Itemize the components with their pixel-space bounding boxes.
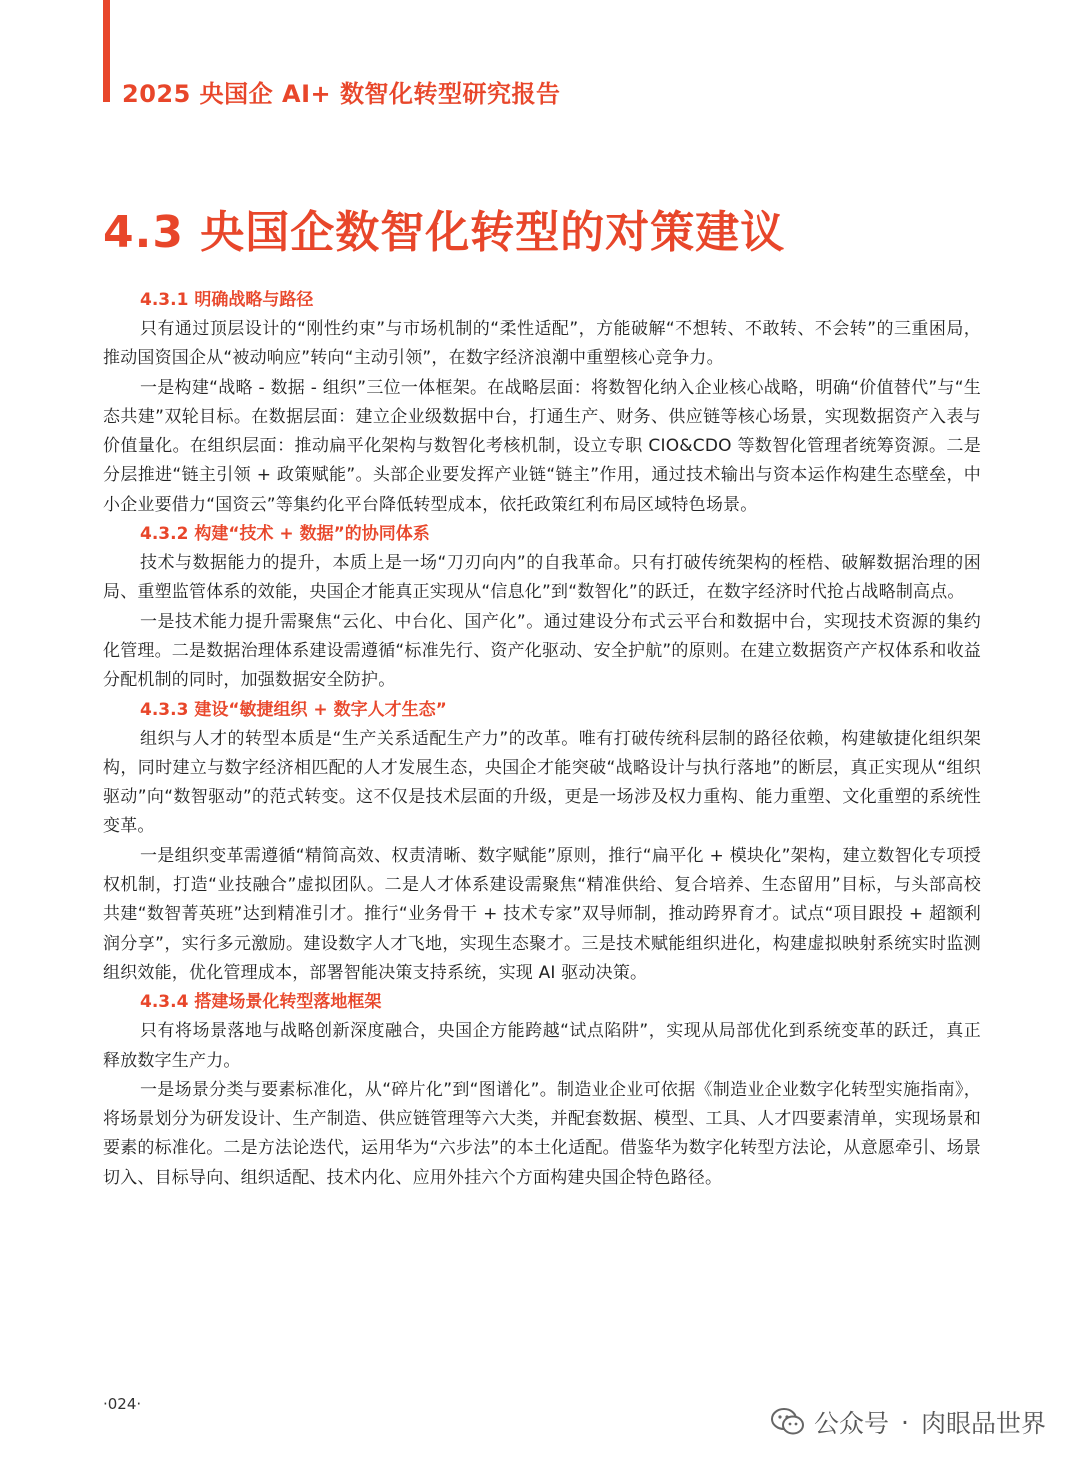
- watermark-separator: ·: [901, 1407, 909, 1437]
- subsection-4-3-1: [103, 286, 981, 520]
- watermark-name: 肉眼品世界: [920, 1409, 1046, 1438]
- paragraph: 一是组织变革需遵循“精简高效、权责清晰、数字赋能”原则，推行“扁平化 + 模块化”架构，建立数智化专项授权机制，打造“业技融合”虚拟团队。二是人才体系建设需聚焦“精准供给、复合培养、生态留用”目标，与头部高校共建“数智菁英班”达到精准引才。推行“业务骨干 + 技术专家”双导师制，推动跨界育才。试点“项目跟投 + 超额利润分享”，实行多元激励。建设数字人才飞地，实现生态聚才。三是技术赋能组织进化，构建虚拟映射系统实时监测组织效能，优化管理成本，部署智能决策支持系统，实现 AI 驱动决策。: [103, 845, 981, 983]
- section-content: [103, 286, 981, 1193]
- report-title: 2025 央国企 AI+ 数智化转型研究报告: [122, 80, 561, 108]
- paragraph: 一是场景分类与要素标准化，从“碎片化”到“图谱化”。制造业企业可依据《制造业企业数字化转型实施指南》，将场景划分为研发设计、生产制造、供应链管理等六大类，并配套数据、模型、工具、人才四要素清单，实现场景和要素的标准化。二是方法论迭代，运用华为“六步法”的本土化适配。借鉴华为数字化转型方法论，从意愿牵引、场景切入、目标导向、组织适配、技术内化、应用外挂六个方面构建央国企特色路径。: [103, 1079, 982, 1188]
- subsection-heading: 4.3.3 建设“敏捷组织 + 数字人才生态”: [140, 699, 447, 720]
- subsection-heading: 4.3.4 搭建场景化转型落地框架: [140, 992, 382, 1013]
- subsection-4-3-4: [103, 988, 981, 1193]
- paragraph: 组织与人才的转型本质是“生产关系适配生产力”的改革。唯有打破传统科层制的路径依赖，构建敏捷化组织架构，同时建立与数字经济相匹配的人才发展生态，央国企才能突破“战略设计与执行落地”的断层，真正实现从“组织驱动”向“数智驱动”的范式转变。这不仅是技术层面的升级，更是一场涉及权力重构、能力重塑、文化重塑的系统性变革。: [103, 728, 981, 837]
- paragraph: 一是技术能力提升需聚焦“云化、中台化、国产化”。通过建设分布式云平台和数据中台，实现技术资源的集约化管理。二是数据治理体系建设需遵循“标准先行、资产化驱动、安全护航”的原则。在建立数据资产产权体系和收益分配机制的同时，加强数据安全防护。: [103, 611, 982, 691]
- wechat-icon: [770, 1407, 806, 1437]
- subsection-4-3-3: [103, 696, 981, 989]
- watermark-label: 公众号: [814, 1409, 890, 1438]
- subsection-heading: 4.3.1 明确战略与路径: [140, 290, 314, 310]
- paragraph: 技术与数据能力的提升，本质上是一场“刀刃向内”的自我革命。只有打破传统架构的桎梏、破解数据治理的困局、重塑监管体系的效能，央国企才能真正实现从“信息化”到“数智化”的跃迁，在数字经济时代抢占战略制高点。: [103, 553, 981, 603]
- paragraph: 一是构建“战略 - 数据 - 组织”三位一体框架。在战略层面：将数智化纳入企业核心战略，明确“价值替代”与“生态共建”双轮目标。在数据层面：建立企业级数据中台，打通生产、财务、供应链等核心场景，实现数据资产入表与价值量化。在组织层面：推动扁平化架构与数智化考核机制，设立专职 CIO&CDO 等数智化管理者统筹资源。二是分层推进“链主引领 + 政策赋能”。头部企业要发挥产业链“链主”作用，通过技术输出与资本运作构建生态壁垒，中小企业要借力“国资云”等集约化平台降低转型成本，依托政策红利布局区域特色场景。: [103, 377, 981, 515]
- paragraph: 只有将场景落地与战略创新深度融合，央国企方能跨越“试点陷阱”，实现从局部优化到系统变革的跃迁，真正释放数字生产力。: [103, 1021, 981, 1071]
- wechat-watermark: [770, 1402, 1046, 1442]
- subsection-4-3-2: [103, 520, 981, 695]
- page-number: ·024·: [103, 1395, 142, 1413]
- paragraph: 只有通过顶层设计的“刚性约束”与市场机制的“柔性适配”，方能破解“不想转、不敢转、不会转”的三重困局，推动国资国企从“被动响应”转向“主动引领”，在数字经济浪潮中重塑核心竞争力。: [103, 319, 981, 369]
- header-accent-bar: [103, 0, 110, 102]
- subsection-heading: 4.3.2 构建“技术 + 数据”的协同体系: [140, 524, 430, 545]
- section-title: 4.3 央国企数智化转型的对策建议: [103, 207, 786, 258]
